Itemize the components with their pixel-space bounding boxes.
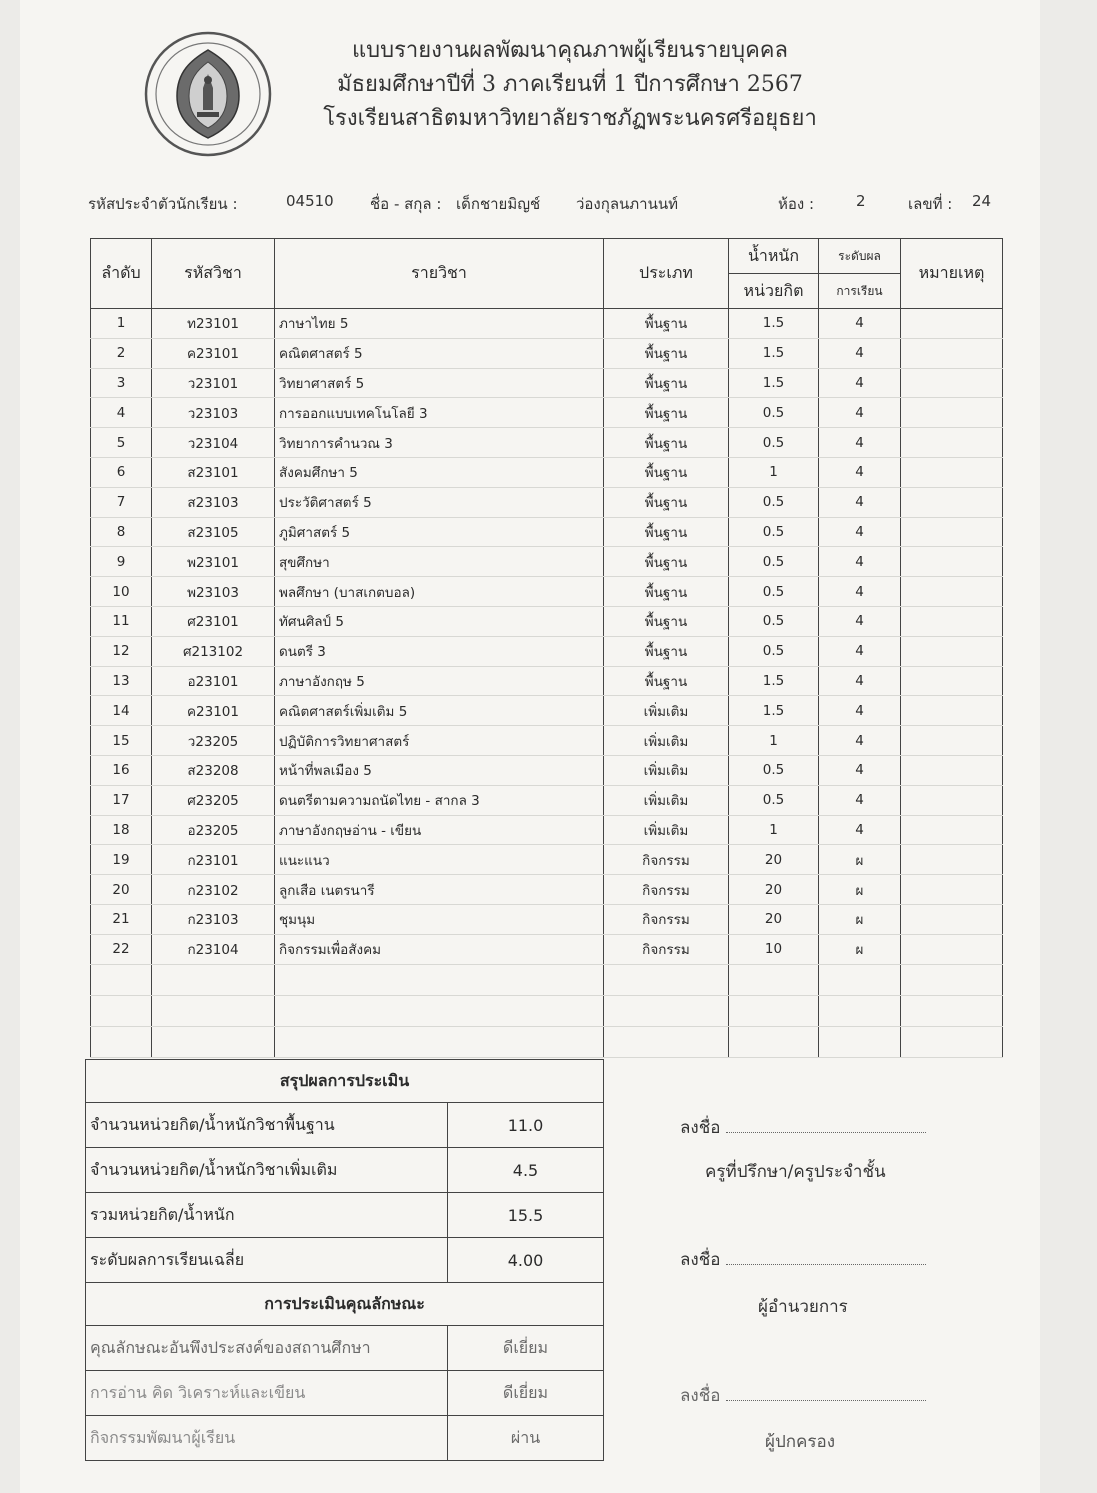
cell-grade: 4 [819,487,901,517]
cell-type: เพิ่มเติม [604,726,729,756]
number-value: 24 [972,192,992,210]
reading-label: การอ่าน คิด วิเคราะห์และเขียน [86,1371,448,1416]
table-row [91,904,1003,934]
cell-credit: 1 [729,457,819,487]
cell-type: พื้นฐาน [604,457,729,487]
cell-subject: แนะแนว [275,845,604,875]
cell-code: ท23101 [152,309,275,339]
cell-type: กิจกรรม [604,934,729,964]
cell-no: 20 [91,875,152,905]
cell-subject: ดนตรีตามความถนัดไทย - สากล 3 [275,785,604,815]
report-title: แบบรายงานผลพัฒนาคุณภาพผู้เรียนรายบุคคล [351,38,789,63]
cell-credit: 0.5 [729,517,819,547]
header-code: รหัสวิชา [152,239,275,309]
table-row [91,845,1003,875]
cell-no: 13 [91,666,152,696]
cell-credit: 0.5 [729,606,819,636]
cell-type: เพิ่มเติม [604,785,729,815]
cell-code: ว23103 [152,398,275,428]
summary-title: สรุปผลการประเมิน [86,1060,604,1103]
blank-cell [275,964,604,995]
blank-cell [275,1026,604,1057]
table-row [91,785,1003,815]
cell-note [901,636,1003,666]
cell-type: กิจกรรม [604,845,729,875]
cell-no: 16 [91,755,152,785]
cell-note [901,309,1003,339]
header-subject: รายวิชา [275,239,604,309]
blank-cell [604,995,729,1026]
cell-note [901,398,1003,428]
blank-row [91,964,1003,995]
cell-note [901,934,1003,964]
cell-credit: 0.5 [729,487,819,517]
summary-table [85,1059,604,1461]
cell-subject: กิจกรรมเพื่อสังคม [275,934,604,964]
advisor-title: ครูที่ปรึกษา/ครูประจำชั้น [705,1162,886,1182]
basic-credit-value: 11.0 [448,1103,604,1148]
table-row [91,487,1003,517]
cell-subject: ลูกเสือ เนตรนารี [275,875,604,905]
cell-subject: ชุมนุม [275,904,604,934]
blank-cell [819,1026,901,1057]
student-id-label: รหัสประจำตัวนักเรียน : [88,195,238,213]
cell-note [901,666,1003,696]
cell-type: เพิ่มเติม [604,815,729,845]
total-credit-label: รวมหน่วยกิต/น้ำหนัก [86,1193,448,1238]
cell-type: พื้นฐาน [604,547,729,577]
grade-table-body [91,309,1003,1058]
report-subtitle: มัธยมศึกษาปีที่ 3 ภาคเรียนที่ 1 ปีการศึกษา 2567 [337,72,803,97]
table-row [91,517,1003,547]
cell-note [901,457,1003,487]
table-row [91,577,1003,607]
table-row [91,636,1003,666]
cell-note [901,845,1003,875]
cell-no: 9 [91,547,152,577]
cell-no: 12 [91,636,152,666]
cell-code: ส23208 [152,755,275,785]
table-row [91,309,1003,339]
student-last-name: ว่องกุลนภานนท์ [576,195,678,213]
cell-type: พื้นฐาน [604,338,729,368]
cell-note [901,517,1003,547]
cell-subject: ดนตรี 3 [275,636,604,666]
cell-note [901,875,1003,905]
cell-note [901,487,1003,517]
cell-type: พื้นฐาน [604,666,729,696]
table-row [91,934,1003,964]
blank-cell [729,964,819,995]
desirable-value: ดีเยี่ยม [448,1326,604,1371]
cell-subject: วิทยาการคำนวณ 3 [275,428,604,458]
cell-credit: 20 [729,845,819,875]
cell-subject: สังคมศึกษา 5 [275,457,604,487]
cell-credit: 0.5 [729,428,819,458]
header-learning: การเรียน [819,274,901,309]
cell-grade: 4 [819,785,901,815]
cell-subject: ภาษาอังกฤษ 5 [275,666,604,696]
cell-no: 7 [91,487,152,517]
cell-subject: สุขศึกษา [275,547,604,577]
blank-row [91,1026,1003,1057]
cell-no: 14 [91,696,152,726]
report-header [290,34,850,136]
cell-code: ว23205 [152,726,275,756]
cell-code: ค23101 [152,338,275,368]
cell-type: พื้นฐาน [604,577,729,607]
cell-credit: 1.5 [729,666,819,696]
cell-subject: ปฏิบัติการวิทยาศาสตร์ [275,726,604,756]
cell-no: 10 [91,577,152,607]
cell-note [901,785,1003,815]
desirable-label: คุณลักษณะอันพึงประสงค์ของสถานศึกษา [86,1326,448,1371]
cell-code: ก23102 [152,875,275,905]
director-signature-line [680,1246,926,1273]
cell-subject: ทัศนศิลป์ 5 [275,606,604,636]
reading-value: ดีเยี่ยม [448,1371,604,1416]
cell-no: 1 [91,309,152,339]
header-weight: น้ำหนัก [729,239,819,274]
cell-no: 22 [91,934,152,964]
cell-credit: 0.5 [729,577,819,607]
table-row [91,457,1003,487]
header-grade: ระดับผล [819,239,901,274]
header-note: หมายเหตุ [901,239,1003,309]
cell-code: ศ213102 [152,636,275,666]
cell-no: 15 [91,726,152,756]
grade-table [90,238,1003,1058]
table-row [91,547,1003,577]
blank-cell [152,964,275,995]
table-row [91,666,1003,696]
cell-note [901,577,1003,607]
blank-cell [91,964,152,995]
cell-subject: หน้าที่พลเมือง 5 [275,755,604,785]
cell-code: ส23105 [152,517,275,547]
advisor-signature-line [680,1114,926,1141]
cell-type: เพิ่มเติม [604,696,729,726]
director-title: ผู้อำนวยการ [758,1297,848,1317]
cell-grade: 4 [819,428,901,458]
parent-sign-label: ลงชื่อ [680,1386,721,1406]
school-name: โรงเรียนสาธิตมหาวิทยาลัยราชภัฏพระนครศรีอยุธยา [323,106,817,131]
cell-type: พื้นฐาน [604,606,729,636]
cell-type: พื้นฐาน [604,428,729,458]
director-dotted-line [726,1250,926,1265]
cell-no: 11 [91,606,152,636]
cell-note [901,368,1003,398]
cell-code: ศ23205 [152,785,275,815]
blank-cell [901,1026,1003,1057]
header-no: ลำดับ [91,239,152,309]
blank-cell [152,995,275,1026]
cell-code: ส23103 [152,487,275,517]
cell-note [901,547,1003,577]
cell-credit: 0.5 [729,785,819,815]
cell-credit: 0.5 [729,636,819,666]
advisor-dotted-line [726,1118,926,1133]
gpa-label: ระดับผลการเรียนเฉลี่ย [86,1238,448,1283]
table-row [91,398,1003,428]
cell-code: พ23103 [152,577,275,607]
cell-grade: 4 [819,666,901,696]
cell-credit: 20 [729,875,819,905]
table-row [91,726,1003,756]
cell-note [901,726,1003,756]
cell-credit: 1.5 [729,696,819,726]
cell-credit: 20 [729,904,819,934]
gpa-value: 4.00 [448,1238,604,1283]
cell-no: 8 [91,517,152,547]
cell-type: กิจกรรม [604,904,729,934]
cell-grade: ผ [819,904,901,934]
table-row [91,815,1003,845]
cell-type: พื้นฐาน [604,398,729,428]
cell-note [901,428,1003,458]
cell-grade: 4 [819,636,901,666]
parent-dotted-line [726,1386,926,1401]
table-row [91,696,1003,726]
room-value: 2 [856,192,866,210]
header-type: ประเภท [604,239,729,309]
cell-no: 19 [91,845,152,875]
cell-code: ว23104 [152,428,275,458]
cell-credit: 1 [729,815,819,845]
school-emblem-icon [143,30,273,158]
cell-grade: 4 [819,547,901,577]
blank-cell [901,964,1003,995]
cell-credit: 1.5 [729,338,819,368]
cell-grade: 4 [819,398,901,428]
cell-subject: ภูมิศาสตร์ 5 [275,517,604,547]
cell-no: 2 [91,338,152,368]
director-sign-label: ลงชื่อ [680,1250,721,1270]
student-id-value: 04510 [286,192,334,210]
cell-code: ก23101 [152,845,275,875]
cell-note [901,904,1003,934]
cell-subject: การออกแบบเทคโนโลยี 3 [275,398,604,428]
parent-signature-line [680,1382,926,1409]
student-name-label: ชื่อ - สกุล : [370,195,442,213]
blank-cell [729,1026,819,1057]
extra-credit-label: จำนวนหน่วยกิต/น้ำหนักวิชาเพิ่มเติม [86,1148,448,1193]
cell-code: พ23101 [152,547,275,577]
cell-grade: 4 [819,338,901,368]
table-row [91,428,1003,458]
activity-label: กิจกรรมพัฒนาผู้เรียน [86,1416,448,1461]
cell-type: กิจกรรม [604,875,729,905]
table-row [91,755,1003,785]
cell-type: พื้นฐาน [604,517,729,547]
cell-subject: คณิตศาสตร์ 5 [275,338,604,368]
cell-grade: 4 [819,815,901,845]
cell-subject: ภาษาไทย 5 [275,309,604,339]
cell-subject: คณิตศาสตร์เพิ่มเติม 5 [275,696,604,726]
cell-grade: 4 [819,696,901,726]
blank-cell [91,1026,152,1057]
student-first-name: เด็กชายมิญช์ [456,195,541,213]
cell-note [901,755,1003,785]
cell-code: ค23101 [152,696,275,726]
cell-code: ส23101 [152,457,275,487]
cell-grade: 4 [819,577,901,607]
table-row [91,338,1003,368]
cell-type: เพิ่มเติม [604,755,729,785]
cell-credit: 0.5 [729,755,819,785]
cell-code: ก23104 [152,934,275,964]
cell-type: พื้นฐาน [604,487,729,517]
blank-cell [275,995,604,1026]
cell-no: 4 [91,398,152,428]
cell-grade: ผ [819,875,901,905]
student-info [88,192,1008,218]
room-label: ห้อง : [778,195,815,213]
extra-credit-value: 4.5 [448,1148,604,1193]
blank-cell [604,1026,729,1057]
cell-grade: 4 [819,517,901,547]
cell-code: ว23101 [152,368,275,398]
blank-cell [729,995,819,1026]
blank-cell [604,964,729,995]
blank-cell [91,995,152,1026]
cell-grade: 4 [819,755,901,785]
cell-grade: 4 [819,368,901,398]
cell-credit: 1.5 [729,309,819,339]
blank-cell [152,1026,275,1057]
cell-grade: ผ [819,845,901,875]
cell-credit: 1 [729,726,819,756]
blank-cell [819,964,901,995]
activity-value: ผ่าน [448,1416,604,1461]
cell-type: พื้นฐาน [604,368,729,398]
cell-type: พื้นฐาน [604,309,729,339]
parent-title: ผู้ปกครอง [765,1432,836,1452]
table-row [91,606,1003,636]
cell-grade: 4 [819,457,901,487]
cell-type: พื้นฐาน [604,636,729,666]
header-credit: หน่วยกิต [729,274,819,309]
basic-credit-label: จำนวนหน่วยกิต/น้ำหนักวิชาพื้นฐาน [86,1103,448,1148]
cell-no: 18 [91,815,152,845]
cell-note [901,815,1003,845]
cell-grade: 4 [819,726,901,756]
advisor-sign-label: ลงชื่อ [680,1118,721,1138]
number-label: เลขที่ : [908,195,953,213]
cell-credit: 0.5 [729,398,819,428]
cell-note [901,606,1003,636]
cell-credit: 10 [729,934,819,964]
table-row [91,368,1003,398]
cell-code: ก23103 [152,904,275,934]
cell-no: 21 [91,904,152,934]
table-row [91,875,1003,905]
total-credit-value: 15.5 [448,1193,604,1238]
cell-note [901,696,1003,726]
blank-cell [901,995,1003,1026]
cell-code: ศ23101 [152,606,275,636]
cell-subject: พลศึกษา (บาสเกตบอล) [275,577,604,607]
cell-no: 6 [91,457,152,487]
cell-note [901,338,1003,368]
cell-subject: ประวัติศาสตร์ 5 [275,487,604,517]
cell-credit: 1.5 [729,368,819,398]
characteristics-title: การประเมินคุณลักษณะ [86,1283,604,1326]
cell-credit: 0.5 [729,547,819,577]
cell-code: อ23205 [152,815,275,845]
cell-no: 3 [91,368,152,398]
cell-subject: ภาษาอังกฤษอ่าน - เขียน [275,815,604,845]
cell-no: 17 [91,785,152,815]
cell-grade: 4 [819,606,901,636]
cell-grade: 4 [819,309,901,339]
cell-no: 5 [91,428,152,458]
cell-subject: วิทยาศาสตร์ 5 [275,368,604,398]
cell-grade: ผ [819,934,901,964]
cell-code: อ23101 [152,666,275,696]
blank-row [91,995,1003,1026]
blank-cell [819,995,901,1026]
